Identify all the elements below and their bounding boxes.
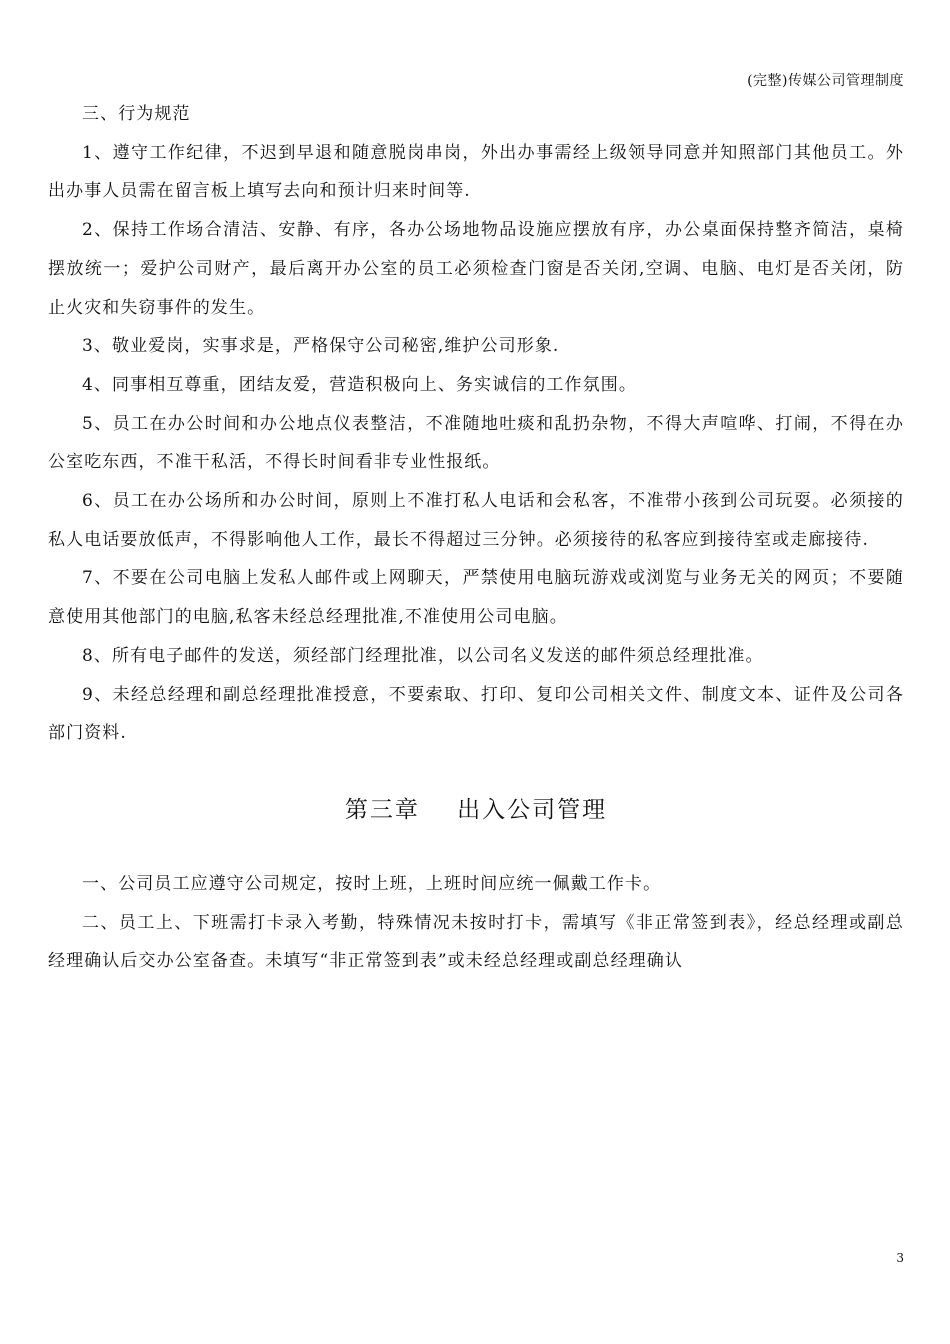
rule-item-7: 7、不要在公司电脑上发私人邮件或上网聊天，严禁使用电脑玩游戏或浏览与业务无关的网页；不要随意使用其他部门的电脑,私客未经总经理批准,不准使用公司电脑。 bbox=[48, 568, 904, 628]
rule-item-5: 5、员工在办公时间和办公地点仪表整洁，不准随地吐痰和乱扔杂物，不得大声喧哗、打闹，不得在办公室吃东西，不准干私活，不得长时间看非专业性报纸。 bbox=[48, 413, 904, 473]
rule-item-2: 2、保持工作场合清洁、安静、有序，各办公场地物品设施应摆放有序，办公桌面保持整齐简洁，桌椅摆放统一；爱护公司财产，最后离开办公室的员工必须检查门窗是否关闭,空调、电脑、电灯是否关闭，防止火灾和失窃事件的发生。 bbox=[48, 220, 904, 318]
rule-item-3: 3、敬业爱岗，实事求是，严格保守公司秘密,维护公司形象. bbox=[82, 336, 560, 357]
section-heading: 三、行为规范 bbox=[82, 104, 191, 124]
rule-item-9: 9、未经总经理和副总经理批准授意，不要索取、打印、复印公司相关文件、制度文本、证件及公司各部门资料. bbox=[48, 684, 904, 744]
rule-item-6: 6、员工在办公场所和办公时间，原则上不准打私人电话和会私客，不准带小孩到公司玩耍。必须接的私人电话要放低声，不得影响他人工作，最长不得超过三分钟。必须接待的私客应到接待室或走廊接待. bbox=[48, 491, 904, 550]
chapter-item-1: 一、公司员工应遵守公司规定，按时上班，上班时间应统一佩戴工作卡。 bbox=[82, 873, 662, 894]
chapter-title: 第三章 出入公司管理 bbox=[344, 796, 608, 823]
document-body bbox=[48, 95, 904, 981]
rule-item-4: 4、同事相互尊重，团结友爱，营造积极向上、务实诚信的工作氛围。 bbox=[82, 374, 637, 395]
rule-item-8: 8、所有电子邮件的发送，须经部门经理批准，以公司名义发送的邮件须总经理批准。 bbox=[82, 645, 764, 666]
chapter-item-2: 二、员工上、下班需打卡录入考勤，特殊情况未按时打卡，需填写《非正常签到表》，经总经理或副总经理确认后交办公室备查。未填写“非正常签到表”或未经总经理或副总经理确认 bbox=[48, 912, 904, 972]
page-number: 3 bbox=[896, 1251, 904, 1265]
rule-item-1: 1、遵守工作纪律，不迟到早退和随意脱岗串岗，外出办事需经上级领导同意并知照部门其他员工。外出办事人员需在留言板上填写去向和预计归来时间等. bbox=[48, 142, 904, 202]
page-header-title: (完整)传媒公司管理制度 bbox=[747, 73, 904, 89]
